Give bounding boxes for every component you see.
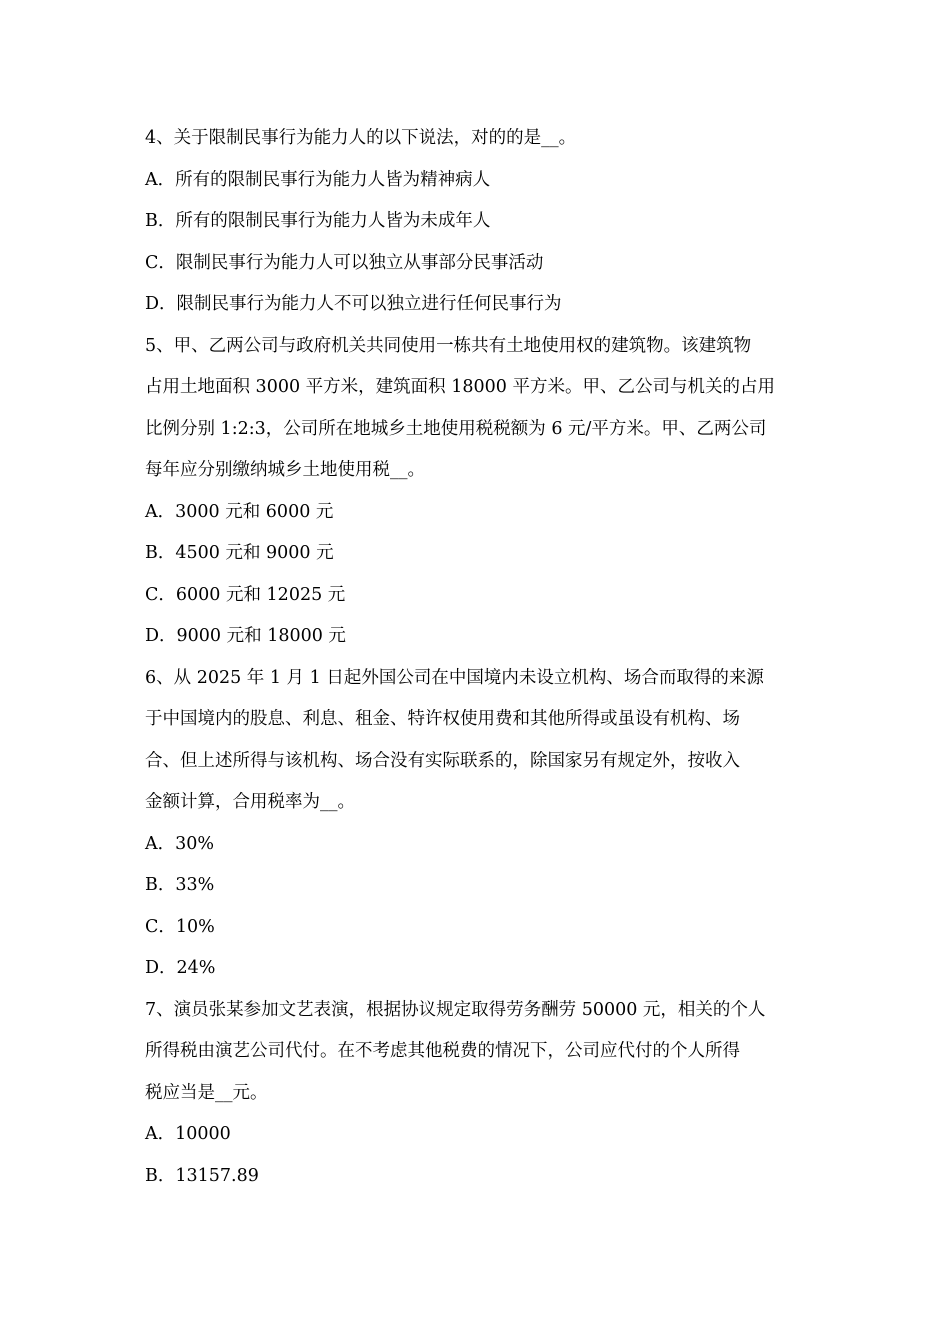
question-7-stem-line-3: 税应当是__元。	[145, 1082, 268, 1103]
question-7-stem-line-1: 7、演员张某参加文艺表演，根据协议规定取得劳务酬劳 50000 元，相关的个人	[145, 999, 766, 1020]
question-6-stem-line-1: 6、从 2025 年 1 月 1 日起外国公司在中国境内未设立机构、场合而取得的来源	[145, 667, 764, 688]
question-6-option-a: A．30%	[145, 833, 215, 854]
question-6-stem-line-3: 合、但上述所得与该机构、场合没有实际联系的，除国家另有规定外，按收入	[145, 750, 740, 771]
question-4	[145, 118, 810, 326]
question-4-stem: 4、关于限制民事行为能力人的以下说法，对的的是__。	[145, 128, 577, 148]
question-7-option-b: B．13157.89	[145, 1165, 259, 1186]
question-5-stem-line-2: 占用土地面积 3000 平方米，建筑面积 18000 平方米。甲、乙公司与机关的占用	[145, 377, 775, 397]
question-7-stem-line-2: 所得税由演艺公司代付。在不考虑其他税费的情况下，公司应代付的个人所得	[145, 1041, 740, 1061]
question-5-option-b: B．4500 元和 9000 元	[145, 543, 334, 563]
question-6-option-c: C．10%	[145, 916, 215, 937]
question-6	[145, 658, 810, 990]
question-5-stem-line-1: 5、甲、乙两公司与政府机关共同使用一栋共有土地使用权的建筑物。该建筑物	[145, 335, 752, 356]
question-4-option-b: B．所有的限制民事行为能力人皆为未成年人	[145, 211, 491, 231]
question-5-stem-line-3: 比例分别 1:2:3，公司所在地城乡土地使用税税额为 6 元/平方米。甲、乙两公司	[145, 418, 767, 439]
question-list	[145, 118, 810, 1197]
question-6-stem-line-4: 金额计算，合用税率为__。	[145, 792, 355, 812]
question-6-option-d: D．24%	[145, 958, 216, 978]
question-4-option-d: D．限制民事行为能力人不可以独立进行任何民事行为	[145, 294, 562, 314]
question-6-stem-line-2: 于中国境内的股息、利息、租金、特许权使用费和其他所得或虽设有机构、场	[145, 709, 740, 729]
question-4-option-c: C．限制民事行为能力人可以独立从事部分民事活动	[145, 252, 544, 273]
question-5-stem-line-4: 每年应分别缴纳城乡土地使用税__。	[145, 460, 425, 480]
question-6-option-b: B．33%	[145, 875, 215, 895]
question-7-option-a: A．10000	[145, 1124, 231, 1144]
question-5-option-a: A．3000 元和 6000 元	[145, 501, 334, 522]
question-5	[145, 326, 810, 658]
question-7	[145, 990, 810, 1198]
question-5-option-c: C．6000 元和 12025 元	[145, 584, 346, 605]
question-5-option-d: D．9000 元和 18000 元	[145, 626, 346, 646]
question-4-option-a: A．所有的限制民事行为能力人皆为精神病人	[145, 169, 491, 190]
